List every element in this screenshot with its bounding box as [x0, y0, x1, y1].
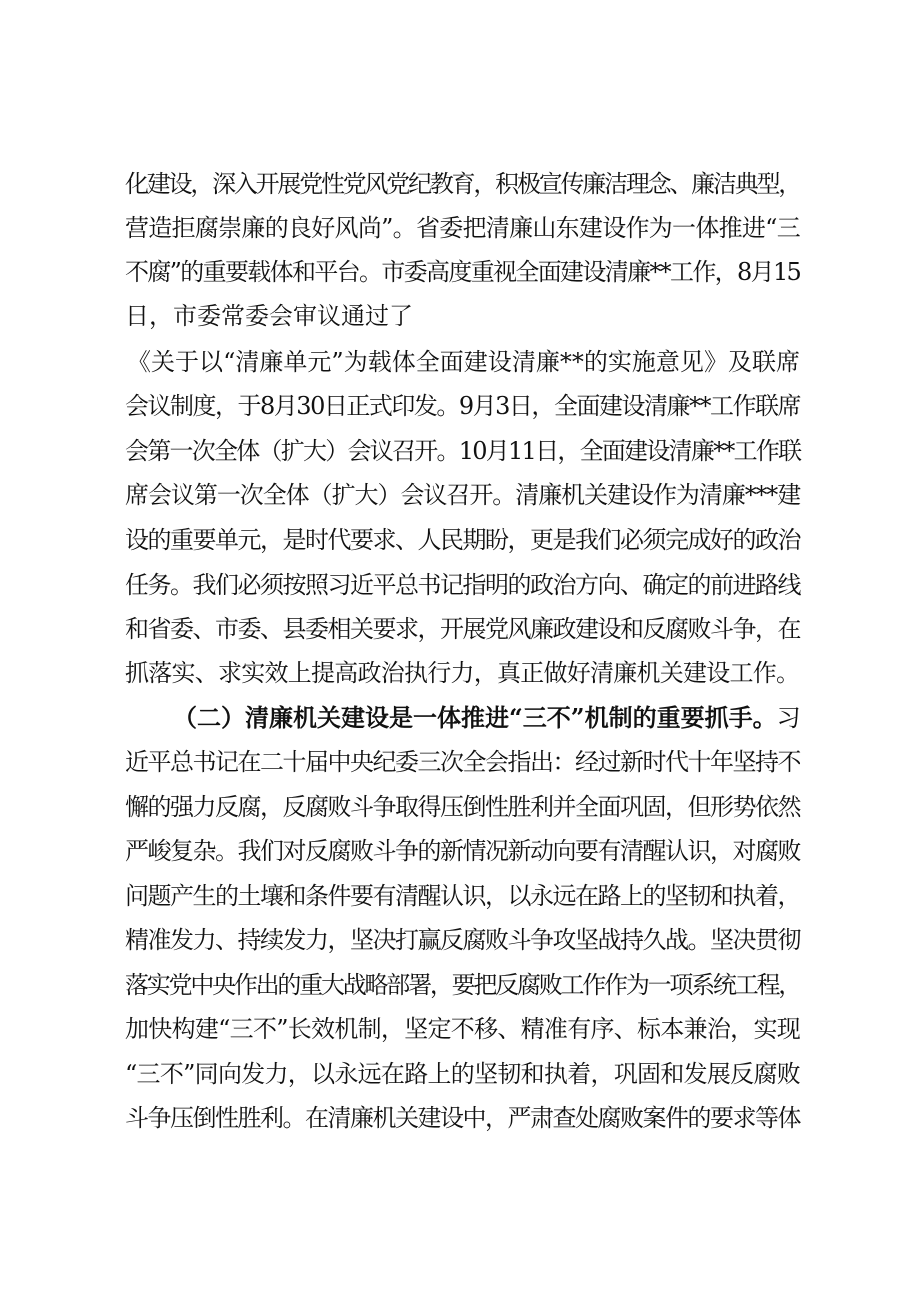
heading-continuation: 习 [776, 704, 801, 732]
paragraph-line: 斗争压倒性胜利。在清廉机关建设中，严肃查处腐败案件的要求等体 [125, 1104, 800, 1132]
paragraph-line: 任务。我们必须按照习近平总书记指明的政治方向、确定的前进路线 [125, 571, 800, 599]
paragraph-line: 落实党中央作出的重大战略部署，要把反腐败工作作为一项系统工程， [125, 971, 800, 999]
paragraph-line: 化建设，深入开展党性党风党纪教育，积极宣传廉洁理念、廉洁典型， [125, 170, 800, 198]
paragraph-line: 近平总书记在二十届中央纪委三次全会指出：经过新时代十年坚持不 [125, 748, 800, 776]
paragraph-line: 会议制度，于8月30日正式印发。9月3日，全面建设清廉**工作联席 [125, 392, 800, 420]
paragraph-line: 懈的强力反腐，反腐败斗争取得压倒性胜利并全面巩固，但形势依然 [125, 793, 800, 821]
paragraph-line: 严峻复杂。我们对反腐败斗争的新情况新动向要有清醒认识，对腐败 [125, 837, 800, 865]
paragraph-line: 抓落实、求实效上提高政治执行力，真正做好清廉机关建设工作。 [125, 659, 800, 687]
paragraph-line: 不腐”的重要载体和平台。市委高度重视全面建设清廉**工作，8月15 [125, 258, 800, 286]
section-heading-line [173, 699, 800, 737]
paragraph-line: 和省委、市委、县委相关要求，开展党风廉政建设和反腐败斗争，在 [125, 615, 800, 643]
paragraph-line: 问题产生的土壤和条件要有清醒认识，以永远在路上的坚韧和执着， [125, 882, 800, 910]
section-heading: （二）清廉机关建设是一体推进“三不”机制的重要抓手。 [173, 703, 777, 732]
paragraph-line: 席会议第一次全体（扩大）会议召开。清廉机关建设作为清廉***建 [125, 481, 800, 509]
paragraph-line: 日，市委常委会审议通过了 [125, 302, 413, 330]
paragraph-line: 加快构建“三不”长效机制，坚定不移、精准有序、标本兼治，实现 [125, 1015, 800, 1043]
paragraph-line: 设的重要单元，是时代要求、人民期盼，更是我们必须完成好的政治 [125, 526, 800, 554]
paragraph-line: 精准发力、持续发力，坚决打赢反腐败斗争攻坚战持久战。坚决贯彻 [125, 926, 800, 954]
paragraph-line: 营造拒腐崇廉的良好风尚”。省委把清廉山东建设作为一体推进“三 [125, 214, 800, 242]
paragraph-line: “三不”同向发力，以永远在路上的坚韧和执着，巩固和发展反腐败 [125, 1060, 800, 1088]
paragraph-line: 《关于以“清廉单元”为载体全面建设清廉**的实施意见》及联席 [127, 348, 800, 376]
paragraph-line: 会第一次全体（扩大）会议召开。10月11日，全面建设清廉**工作联 [125, 437, 801, 465]
